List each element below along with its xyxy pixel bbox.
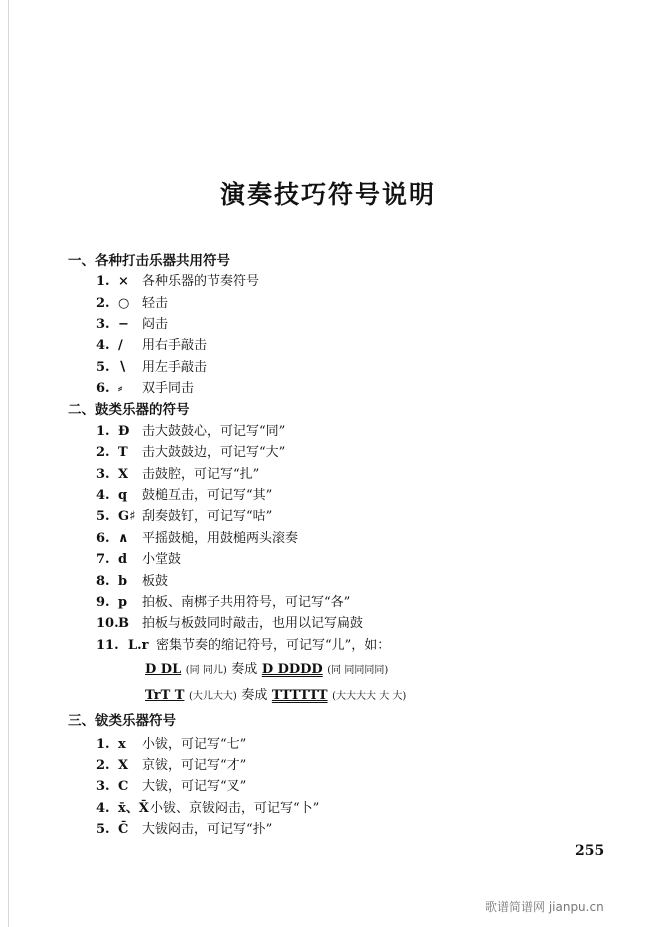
item-symbol: C [118, 779, 129, 794]
item-number: 4. [96, 801, 110, 816]
list-item [96, 313, 168, 332]
example-result-words: (大大大大 大 大) [332, 691, 407, 702]
item-symbol: T [118, 445, 128, 460]
item-text: 刮奏鼓钉，可记写“咕” [142, 509, 273, 524]
example-result: D DDDD [261, 662, 323, 677]
item-text: 用左手敲击 [142, 360, 208, 375]
item-number: 3. [96, 779, 110, 794]
item-text: 轻击 [142, 296, 169, 311]
list-item [96, 527, 298, 546]
item-text: 京钹，可记写“才” [142, 758, 247, 773]
item-symbol: Đ [118, 424, 130, 439]
list-item [96, 548, 181, 567]
item-symbol: G♯ [118, 509, 136, 524]
item-text: 密集节奏的缩记符号，可记写“儿”，如： [156, 638, 391, 653]
item-symbol: x [118, 737, 126, 752]
list-item [96, 292, 168, 311]
item-number: 1. [96, 424, 110, 439]
item-number: 6. [96, 531, 110, 546]
item-text: 用右手敲击 [142, 338, 208, 353]
item-symbol: X [118, 758, 129, 773]
item-symbol: B [118, 616, 129, 631]
list-item [96, 775, 246, 794]
list-item [96, 818, 272, 837]
item-text: 小钹、京钹闷击，可记写“卜” [150, 801, 320, 816]
item-symbol: ⸗ [118, 381, 123, 396]
item-number: 1. [96, 274, 110, 289]
item-text: 拍板、南梆子共用符号，可记写“各” [142, 595, 351, 610]
item-number: 4. [96, 338, 110, 353]
item-number: 9. [96, 595, 110, 610]
item-symbol: C̄ [118, 822, 129, 837]
item-symbol: q [118, 488, 128, 503]
item-number: 8. [96, 574, 110, 589]
item-number: 6. [96, 381, 110, 396]
example-notation: TrT T [145, 688, 185, 703]
item-text: 击大鼓鼓心，可记写“同” [142, 424, 286, 439]
item-text: 击鼓腔，可记写“扎” [142, 467, 260, 482]
item-text: 大钹闷击，可记写“扑” [142, 822, 273, 837]
list-item [96, 270, 259, 289]
item-text: 闷击 [142, 317, 169, 332]
item-number: 4. [96, 488, 110, 503]
item-symbol: x̄、X̄ [118, 801, 149, 816]
item-symbol: ∕ [118, 338, 123, 353]
list-item [96, 570, 168, 589]
list-item [96, 634, 390, 653]
example-words: (大儿大大) [188, 691, 237, 702]
item-number: 2. [96, 758, 110, 773]
item-text: 平摇鼓槌，用鼓槌两头滚奏 [142, 531, 299, 546]
example-join: 奏成 [241, 688, 268, 703]
item-text: 板鼓 [142, 574, 169, 589]
list-item [96, 463, 259, 482]
list-item [96, 441, 285, 460]
item-number: 5. [96, 509, 110, 524]
item-number: 11. [96, 638, 119, 653]
example-result-words: (同 同同同同) [327, 665, 389, 676]
list-item [96, 356, 207, 375]
item-number: 5. [96, 360, 110, 375]
page-number: 255 [575, 843, 605, 859]
section-heading-2: 二、鼓类乐器的符号 [68, 402, 190, 418]
item-number: 10. [96, 616, 119, 631]
item-text: 击大鼓鼓边，可记写“大” [142, 445, 286, 460]
item-number: 2. [96, 296, 110, 311]
section-heading-3: 三、钹类乐器符号 [68, 713, 176, 729]
list-item [96, 733, 246, 752]
item-number: 3. [96, 317, 110, 332]
item-number: 1. [96, 737, 110, 752]
item-symbol: b [118, 574, 128, 589]
item-symbol: X [118, 467, 129, 482]
item-text: 小堂鼓 [142, 552, 182, 567]
item-number: 5. [96, 822, 110, 837]
example-result: TTTTTT [271, 688, 328, 703]
item-symbol: L.r [128, 638, 149, 653]
item-symbol: ○ [118, 296, 130, 311]
item-text: 鼓槌互击，可记写“其” [142, 488, 273, 503]
item-number: 7. [96, 552, 110, 567]
list-item [96, 334, 207, 353]
list-item [96, 612, 363, 631]
list-item [96, 754, 246, 773]
example-notation: D DL [145, 662, 182, 677]
item-symbol: ∖ [118, 360, 127, 375]
item-text: 双手同击 [142, 381, 195, 396]
list-item [96, 591, 350, 610]
item-number: 2. [96, 445, 110, 460]
list-item [96, 797, 319, 816]
item-symbol: p [118, 595, 128, 610]
item-text: 各种乐器的节奏符号 [142, 274, 260, 289]
notation-example [145, 658, 388, 677]
example-join: 奏成 [231, 662, 258, 677]
list-item [96, 377, 194, 396]
list-item [96, 505, 272, 524]
item-symbol: ∧ [118, 531, 129, 546]
watermark: 歌谱简谱网 jianpu.cn [485, 900, 604, 914]
item-text: 拍板与板鼓同时敲击，也用以记写扁鼓 [142, 616, 364, 631]
item-text: 大钹，可记写“叉” [142, 779, 247, 794]
page-title: 演奏技巧符号说明 [219, 180, 436, 209]
item-symbol: × [118, 274, 129, 289]
item-symbol: − [118, 317, 129, 332]
page-left-edge [0, 0, 9, 927]
list-item [96, 484, 272, 503]
list-item [96, 420, 285, 439]
item-text: 小钹，可记写“七” [142, 737, 247, 752]
item-number: 3. [96, 467, 110, 482]
notation-example [145, 684, 406, 703]
item-symbol: d [118, 552, 128, 567]
example-words: (同 同儿) [185, 665, 227, 676]
section-heading-1: 一、各种打击乐器共用符号 [68, 253, 230, 269]
